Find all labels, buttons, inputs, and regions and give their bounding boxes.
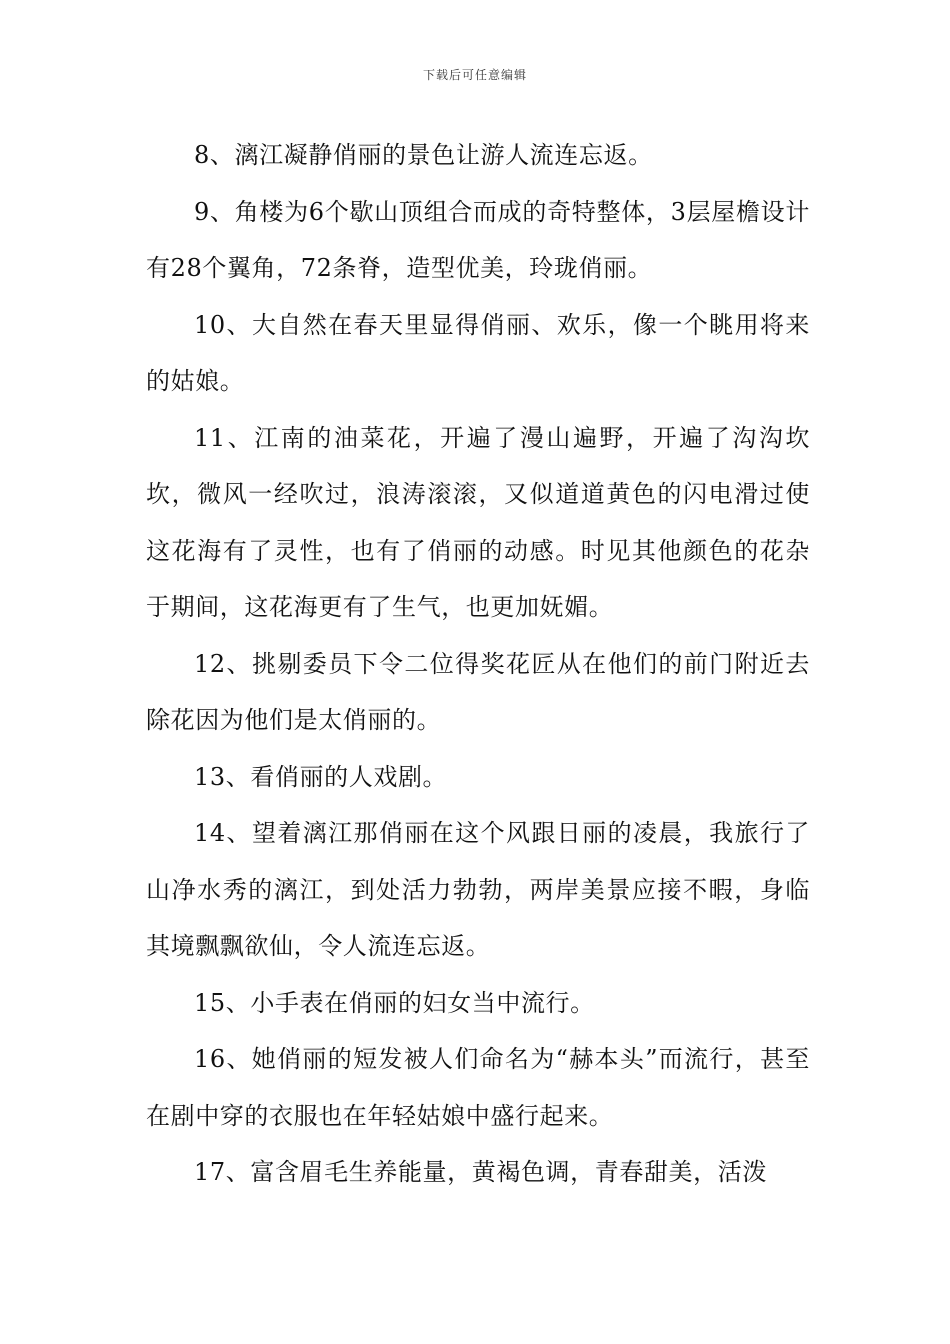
- paragraph-15: 15、小手表在俏丽的妇女当中流行。: [194, 988, 595, 1017]
- paragraph-17: 17、富含眉毛生养能量，黄褐色调，青春甜美，活泼: [194, 1158, 767, 1186]
- paragraph-14: 14、望着漓江那俏丽在这个风跟日丽的凌晨，我旅行了山净水秀的漓江，到处活力勃勃，两岸美景应接不暇，身临其境飘飘欲仙，令人流连忘返。: [146, 819, 810, 960]
- document-body: [146, 127, 810, 1201]
- paragraph-13: 13、看俏丽的人戏剧。: [194, 762, 448, 791]
- page-header-note: 下载后可任意编辑: [422, 68, 527, 82]
- paragraph-10: 10、大自然在春天里显得俏丽、欢乐，像一个眺用将来的姑娘。: [146, 310, 810, 395]
- paragraph-16: 16、她俏丽的短发被人们命名为“赫本头”而流行，甚至在剧中穿的衣服也在年轻姑娘中盛行起来。: [146, 1045, 810, 1130]
- paragraph-8: 8、漓江凝静俏丽的景色让游人流连忘返。: [194, 141, 653, 169]
- paragraph-9: 9、角楼为6个歇山顶组合而成的奇特整体，3层屋檐设计有28个翼角，72条脊，造型优美，玲珑俏丽。: [146, 197, 810, 282]
- paragraph-12: 12、挑剔委员下令二位得奖花匠从在他们的前门附近去除花因为他们是太俏丽的。: [146, 649, 810, 734]
- paragraph-11: 11、江南的油菜花，开遍了漫山遍野，开遍了沟沟坎坎，微风一经吹过，浪涛滚滚，又似道道黄色的闪电滑过使这花海有了灵性，也有了俏丽的动感。时见其他颜色的花杂于期间，这花海更有了生气，也更加妩媚。: [146, 423, 810, 621]
